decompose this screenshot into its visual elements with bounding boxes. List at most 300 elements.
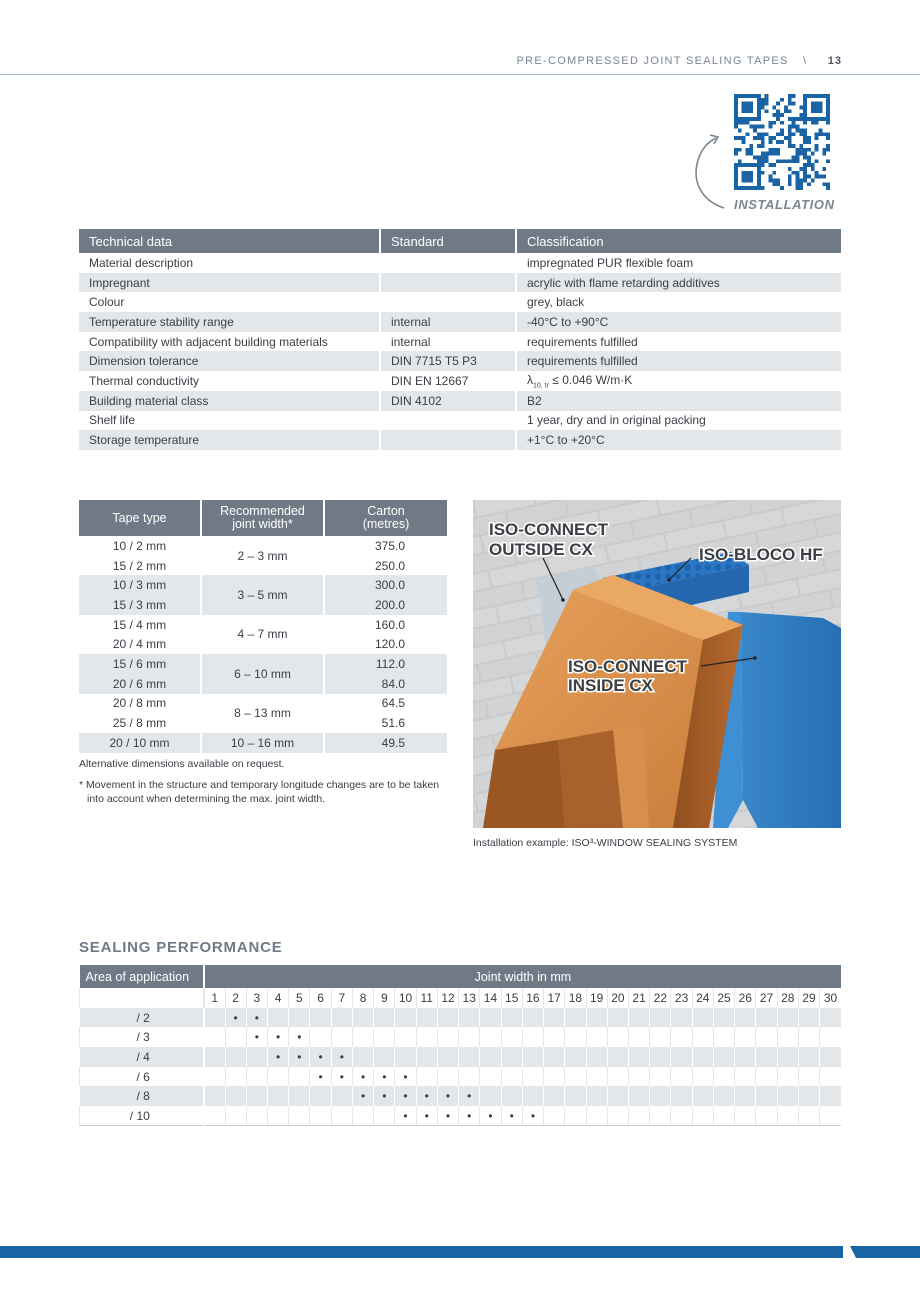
seal-cell — [331, 1067, 352, 1087]
seal-cell — [501, 1106, 522, 1126]
seal-cell — [374, 1106, 395, 1126]
seal-column-number: 26 — [735, 988, 756, 1008]
seal-cell — [671, 1008, 692, 1028]
seal-row — [80, 1106, 842, 1126]
seal-cell — [586, 1086, 607, 1106]
seal-cell — [480, 1067, 501, 1087]
seal-cell — [735, 1106, 756, 1126]
seal-cell — [671, 1086, 692, 1106]
seal-cell — [459, 1086, 480, 1106]
seal-cell — [713, 1008, 734, 1028]
seal-column-number: 23 — [671, 988, 692, 1008]
seal-cell — [713, 1027, 734, 1047]
tape-carton-cell: 120.0 — [324, 634, 447, 654]
seal-cell — [522, 1106, 543, 1126]
seal-cell — [756, 1086, 777, 1106]
seal-cell — [204, 1047, 225, 1067]
seal-cell — [692, 1027, 713, 1047]
seal-cell — [586, 1047, 607, 1067]
tape-type-cell: 20 / 8 mm — [112, 696, 167, 711]
sealing-performance-table — [79, 965, 841, 1126]
tech-header-standard: Standard — [380, 229, 516, 253]
tech-cell: B2 — [516, 391, 841, 411]
seal-cell — [713, 1106, 734, 1126]
tech-cell: Thermal conductivity — [89, 373, 200, 388]
seal-cell — [225, 1086, 246, 1106]
seal-number-row — [80, 988, 842, 1008]
seal-cell — [225, 1047, 246, 1067]
seal-cell — [565, 1027, 586, 1047]
performance-dot-icon: • — [297, 1049, 302, 1064]
seal-cell — [331, 1086, 352, 1106]
seal-cell — [480, 1086, 501, 1106]
seal-cell — [204, 1008, 225, 1028]
tech-cell: DIN 7715 T5 P3 — [380, 351, 516, 371]
seal-cell — [246, 1027, 267, 1047]
tape-type-cell: 15 / 4 mm — [112, 617, 167, 632]
seal-cell — [671, 1067, 692, 1087]
tech-cell: requirements fulfilled — [516, 351, 841, 371]
seal-cell — [374, 1086, 395, 1106]
seal-cell — [820, 1027, 841, 1047]
seal-cell — [671, 1027, 692, 1047]
seal-cell — [544, 1106, 565, 1126]
seal-row-label: / 8 — [80, 1086, 204, 1106]
seal-cell — [310, 1008, 331, 1028]
seal-cell — [692, 1008, 713, 1028]
seal-cell — [459, 1067, 480, 1087]
tape-row — [79, 694, 447, 714]
seal-cell — [289, 1086, 310, 1106]
tech-cell: Shelf life — [89, 413, 136, 428]
tech-row — [79, 391, 841, 411]
seal-column-number: 19 — [586, 988, 607, 1008]
performance-dot-icon: • — [254, 1030, 259, 1045]
seal-cell — [735, 1086, 756, 1106]
seal-cell — [756, 1047, 777, 1067]
seal-cell — [628, 1027, 649, 1047]
seal-cell — [777, 1027, 798, 1047]
tech-row — [79, 292, 841, 312]
seal-cell — [501, 1027, 522, 1047]
tech-cell: +1°C to +20°C — [516, 430, 841, 450]
seal-cell — [310, 1027, 331, 1047]
seal-cell — [225, 1106, 246, 1126]
seal-cell — [777, 1106, 798, 1126]
performance-dot-icon: • — [276, 1049, 281, 1064]
seal-cell — [798, 1067, 819, 1087]
tech-cell: Storage temperature — [79, 430, 380, 450]
seal-cell — [374, 1067, 395, 1087]
seal-cell — [522, 1008, 543, 1028]
seal-cell — [607, 1047, 628, 1067]
tape-type-cell: 15 / 2 mm — [112, 558, 167, 573]
seal-cell — [395, 1027, 416, 1047]
seal-cell — [628, 1008, 649, 1028]
performance-dot-icon: • — [424, 1108, 429, 1123]
seal-cell — [289, 1008, 310, 1028]
seal-cell — [820, 1067, 841, 1087]
seal-cell — [204, 1106, 225, 1126]
tech-row — [79, 332, 841, 352]
curved-arrow-icon — [690, 130, 730, 210]
tech-header-data: Technical data — [79, 229, 380, 253]
seal-cell — [246, 1047, 267, 1067]
seal-cell — [416, 1047, 437, 1067]
performance-dot-icon: • — [233, 1010, 238, 1025]
seal-row-label: / 2 — [80, 1008, 204, 1028]
seal-cell — [501, 1067, 522, 1087]
seal-row-label: / 3 — [80, 1027, 204, 1047]
seal-column-number: 4 — [268, 988, 289, 1008]
seal-cell — [310, 1086, 331, 1106]
tape-carton-cell: 250.0 — [324, 556, 447, 576]
seal-cell — [289, 1027, 310, 1047]
tape-type-cell: 20 / 10 mm — [79, 733, 201, 753]
performance-dot-icon: • — [467, 1108, 472, 1123]
seal-cell — [246, 1008, 267, 1028]
seal-cell — [820, 1047, 841, 1067]
seal-cell — [756, 1067, 777, 1087]
seal-cell — [798, 1008, 819, 1028]
tech-cell: requirements fulfilled — [516, 332, 841, 352]
seal-cell — [628, 1047, 649, 1067]
tech-cell — [380, 430, 516, 450]
seal-cell — [204, 1067, 225, 1087]
tape-type-cell: 15 / 6 mm — [79, 654, 201, 674]
performance-dot-icon: • — [382, 1069, 387, 1084]
seal-cell — [416, 1086, 437, 1106]
tape-width-cell: 4 – 7 mm — [201, 615, 324, 654]
seal-cell — [544, 1067, 565, 1087]
seal-cell — [544, 1008, 565, 1028]
tech-cell: Compatibility with adjacent building materials — [89, 334, 328, 349]
seal-cell — [544, 1047, 565, 1067]
seal-cell — [607, 1067, 628, 1087]
seal-cell — [650, 1086, 671, 1106]
seal-cell — [352, 1027, 373, 1047]
seal-cell — [204, 1086, 225, 1106]
seal-cell — [416, 1008, 437, 1028]
seal-corner-cell — [80, 988, 204, 1008]
seal-cell — [650, 1047, 671, 1067]
seal-cell — [268, 1067, 289, 1087]
seal-cell — [756, 1027, 777, 1047]
tape-carton-cell: 51.6 — [324, 713, 447, 733]
tape-header-type: Tape type — [79, 500, 201, 536]
tape-carton-cell: 49.5 — [324, 733, 447, 753]
seal-cell — [607, 1008, 628, 1028]
seal-column-number: 6 — [310, 988, 331, 1008]
tech-cell: Temperature stability range — [79, 312, 380, 332]
tape-carton-cell: 375.0 — [324, 536, 447, 556]
seal-cell — [798, 1047, 819, 1067]
seal-header-area: Area of application — [80, 965, 204, 988]
seal-cell — [820, 1008, 841, 1028]
seal-cell — [713, 1047, 734, 1067]
seal-cell — [352, 1067, 373, 1087]
header-separator: \ — [803, 55, 808, 67]
seal-cell — [331, 1027, 352, 1047]
tape-carton-cell: 160.0 — [324, 615, 447, 635]
seal-column-number: 9 — [374, 988, 395, 1008]
seal-cell — [331, 1106, 352, 1126]
performance-dot-icon: • — [530, 1108, 536, 1123]
tech-cell: 1 year, dry and in original packing — [516, 411, 841, 431]
image-caption: Installation example: ISO³-WINDOW SEALING SYSTEM — [473, 837, 738, 849]
seal-cell — [310, 1047, 331, 1067]
seal-cell — [480, 1047, 501, 1067]
seal-cell — [522, 1047, 543, 1067]
seal-cell — [820, 1106, 841, 1126]
tech-cell: grey, black — [516, 292, 841, 312]
tech-cell: acrylic with flame retarding additives — [516, 273, 841, 293]
seal-cell — [671, 1047, 692, 1067]
seal-column-number: 14 — [480, 988, 501, 1008]
lambda-value: ≤ 0.046 W/m·K — [548, 372, 633, 387]
seal-cell — [607, 1086, 628, 1106]
seal-row — [80, 1047, 842, 1067]
tape-type-cell: 20 / 4 mm — [112, 637, 167, 652]
seal-cell — [374, 1027, 395, 1047]
seal-column-number: 13 — [459, 988, 480, 1008]
seal-column-number: 3 — [246, 988, 267, 1008]
seal-cell — [352, 1086, 373, 1106]
seal-cell — [246, 1067, 267, 1087]
seal-column-number: 30 — [820, 988, 841, 1008]
seal-cell — [565, 1067, 586, 1087]
seal-cell — [501, 1008, 522, 1028]
performance-dot-icon: • — [467, 1089, 472, 1104]
sealing-performance-title: SEALING PERFORMANCE — [79, 939, 283, 956]
seal-cell — [650, 1106, 671, 1126]
qr-label: INSTALLATION — [734, 197, 835, 212]
performance-dot-icon: • — [403, 1108, 408, 1123]
seal-column-number: 24 — [692, 988, 713, 1008]
seal-row-label: / 6 — [80, 1067, 204, 1087]
seal-cell — [268, 1086, 289, 1106]
seal-cell — [416, 1027, 437, 1047]
tech-cell: Dimension tolerance — [79, 351, 380, 371]
seal-cell — [798, 1027, 819, 1047]
tech-cell: -40°C to +90°C — [516, 312, 841, 332]
running-header — [516, 55, 842, 67]
performance-dot-icon: • — [254, 1010, 259, 1025]
seal-cell — [586, 1027, 607, 1047]
seal-cell — [586, 1008, 607, 1028]
seal-cell — [395, 1086, 416, 1106]
seal-cell — [522, 1067, 543, 1087]
seal-cell — [628, 1106, 649, 1126]
seal-cell — [437, 1027, 458, 1047]
seal-cell — [586, 1067, 607, 1087]
tape-header-width: Recommended joint width* — [201, 500, 324, 536]
label-outside-1: ISO-CONNECT — [489, 520, 608, 539]
label-inside-1: ISO-CONNECT — [568, 657, 687, 676]
seal-cell — [395, 1067, 416, 1087]
performance-dot-icon: • — [424, 1089, 429, 1104]
seal-cell — [437, 1047, 458, 1067]
performance-dot-icon: • — [297, 1030, 302, 1045]
seal-cell — [374, 1008, 395, 1028]
tech-cell — [380, 411, 516, 431]
seal-cell — [713, 1067, 734, 1087]
seal-column-number: 5 — [289, 988, 310, 1008]
seal-cell — [289, 1067, 310, 1087]
seal-cell — [692, 1086, 713, 1106]
window-sealing-image — [473, 500, 841, 828]
qr-code-icon[interactable] — [734, 94, 830, 190]
seal-cell — [289, 1106, 310, 1126]
installation-illustration — [473, 500, 841, 828]
seal-cell — [459, 1008, 480, 1028]
seal-column-number: 20 — [607, 988, 628, 1008]
tape-header-carton: Carton (metres) — [324, 500, 447, 536]
performance-dot-icon: • — [403, 1089, 408, 1104]
seal-column-number: 22 — [650, 988, 671, 1008]
seal-cell — [607, 1027, 628, 1047]
seal-cell — [628, 1086, 649, 1106]
seal-row — [80, 1067, 842, 1087]
seal-cell — [650, 1027, 671, 1047]
tape-type-cell: 10 / 3 mm — [79, 575, 201, 595]
tape-type-cell: 25 / 8 mm — [112, 716, 167, 731]
seal-row — [80, 1008, 842, 1028]
tech-cell — [380, 273, 516, 293]
tech-cell — [380, 292, 516, 312]
label-outside-2: OUTSIDE CX — [489, 540, 593, 559]
tech-row — [79, 273, 841, 293]
seal-cell — [268, 1047, 289, 1067]
tape-row — [79, 536, 447, 556]
footer-bar — [0, 1246, 920, 1258]
seal-cell — [522, 1086, 543, 1106]
seal-cell — [310, 1067, 331, 1087]
performance-dot-icon: • — [488, 1108, 493, 1123]
seal-column-number: 29 — [798, 988, 819, 1008]
tech-cell: DIN EN 12667 — [380, 371, 516, 391]
tech-cell: Building material class — [79, 391, 380, 411]
seal-cell — [352, 1008, 373, 1028]
performance-dot-icon: • — [360, 1069, 366, 1084]
seal-cell — [820, 1086, 841, 1106]
seal-column-number: 12 — [437, 988, 458, 1008]
tape-carton-cell: 300.0 — [324, 575, 447, 595]
seal-cell — [310, 1106, 331, 1126]
note-movement: * Movement in the structure and temporary longitude changes are to be taken into account when determining the max. joint width. — [79, 779, 440, 805]
seal-cell — [437, 1067, 458, 1087]
seal-cell — [437, 1086, 458, 1106]
tape-row — [79, 615, 447, 635]
seal-cell — [416, 1106, 437, 1126]
seal-cell — [692, 1067, 713, 1087]
seal-cell — [374, 1047, 395, 1067]
performance-dot-icon: • — [445, 1089, 451, 1104]
tape-width-cell: 2 – 3 mm — [201, 536, 324, 575]
tape-width-cell: 8 – 13 mm — [201, 694, 324, 733]
tech-cell: Impregnant — [79, 273, 380, 293]
tape-row — [79, 733, 447, 753]
seal-cell — [522, 1027, 543, 1047]
tech-row — [79, 351, 841, 371]
seal-cell — [331, 1008, 352, 1028]
note-alternative-dimensions: Alternative dimensions available on request. — [79, 758, 285, 770]
seal-cell — [395, 1008, 416, 1028]
tech-row — [79, 371, 841, 391]
tape-row — [79, 654, 447, 674]
tech-cell: Material description — [89, 255, 194, 270]
tape-carton-cell: 64.5 — [324, 694, 447, 714]
seal-cell — [501, 1047, 522, 1067]
seal-column-number: 15 — [501, 988, 522, 1008]
seal-column-number: 25 — [713, 988, 734, 1008]
tape-width-cell: 6 – 10 mm — [201, 654, 324, 693]
tech-row — [79, 253, 841, 273]
seal-cell — [777, 1047, 798, 1067]
seal-cell — [777, 1086, 798, 1106]
seal-row-label: / 10 — [80, 1106, 204, 1126]
seal-cell — [268, 1008, 289, 1028]
seal-cell — [204, 1027, 225, 1047]
seal-row — [80, 1027, 842, 1047]
seal-row — [80, 1086, 842, 1106]
seal-cell — [437, 1008, 458, 1028]
seal-column-number: 21 — [628, 988, 649, 1008]
seal-cell — [735, 1008, 756, 1028]
label-bloco: ISO-BLOCO HF — [699, 545, 823, 564]
seal-cell — [798, 1106, 819, 1126]
performance-dot-icon: • — [318, 1049, 323, 1064]
seal-cell — [735, 1067, 756, 1087]
seal-cell — [395, 1106, 416, 1126]
seal-cell — [480, 1008, 501, 1028]
lambda-subscript: 10, tr — [533, 382, 549, 390]
seal-cell — [565, 1106, 586, 1126]
tech-cell: impregnated PUR flexible foam — [516, 253, 841, 273]
tape-type-cell: 20 / 6 mm — [79, 674, 201, 694]
seal-column-number: 1 — [204, 988, 225, 1008]
seal-cell — [713, 1086, 734, 1106]
tape-carton-cell: 112.0 — [324, 654, 447, 674]
performance-dot-icon: • — [403, 1069, 408, 1084]
seal-cell — [777, 1008, 798, 1028]
seal-cell — [246, 1086, 267, 1106]
tape-carton-cell: 84.0 — [324, 674, 447, 694]
seal-column-number: 17 — [544, 988, 565, 1008]
seal-row-label: / 4 — [80, 1047, 204, 1067]
seal-column-number: 16 — [522, 988, 543, 1008]
seal-column-number: 7 — [331, 988, 352, 1008]
seal-column-number: 10 — [395, 988, 416, 1008]
seal-cell — [777, 1067, 798, 1087]
seal-cell — [565, 1008, 586, 1028]
seal-cell — [225, 1008, 246, 1028]
seal-cell — [586, 1106, 607, 1126]
tape-type-table — [79, 500, 447, 753]
seal-cell — [352, 1047, 373, 1067]
seal-cell — [225, 1067, 246, 1087]
seal-column-number: 2 — [225, 988, 246, 1008]
tech-row — [79, 312, 841, 332]
seal-cell — [692, 1047, 713, 1067]
tape-carton-cell: 200.0 — [324, 595, 447, 615]
seal-cell — [650, 1067, 671, 1087]
seal-cell — [650, 1008, 671, 1028]
seal-cell — [331, 1047, 352, 1067]
seal-column-number: 18 — [565, 988, 586, 1008]
tech-row — [79, 411, 841, 431]
performance-dot-icon: • — [509, 1108, 514, 1123]
